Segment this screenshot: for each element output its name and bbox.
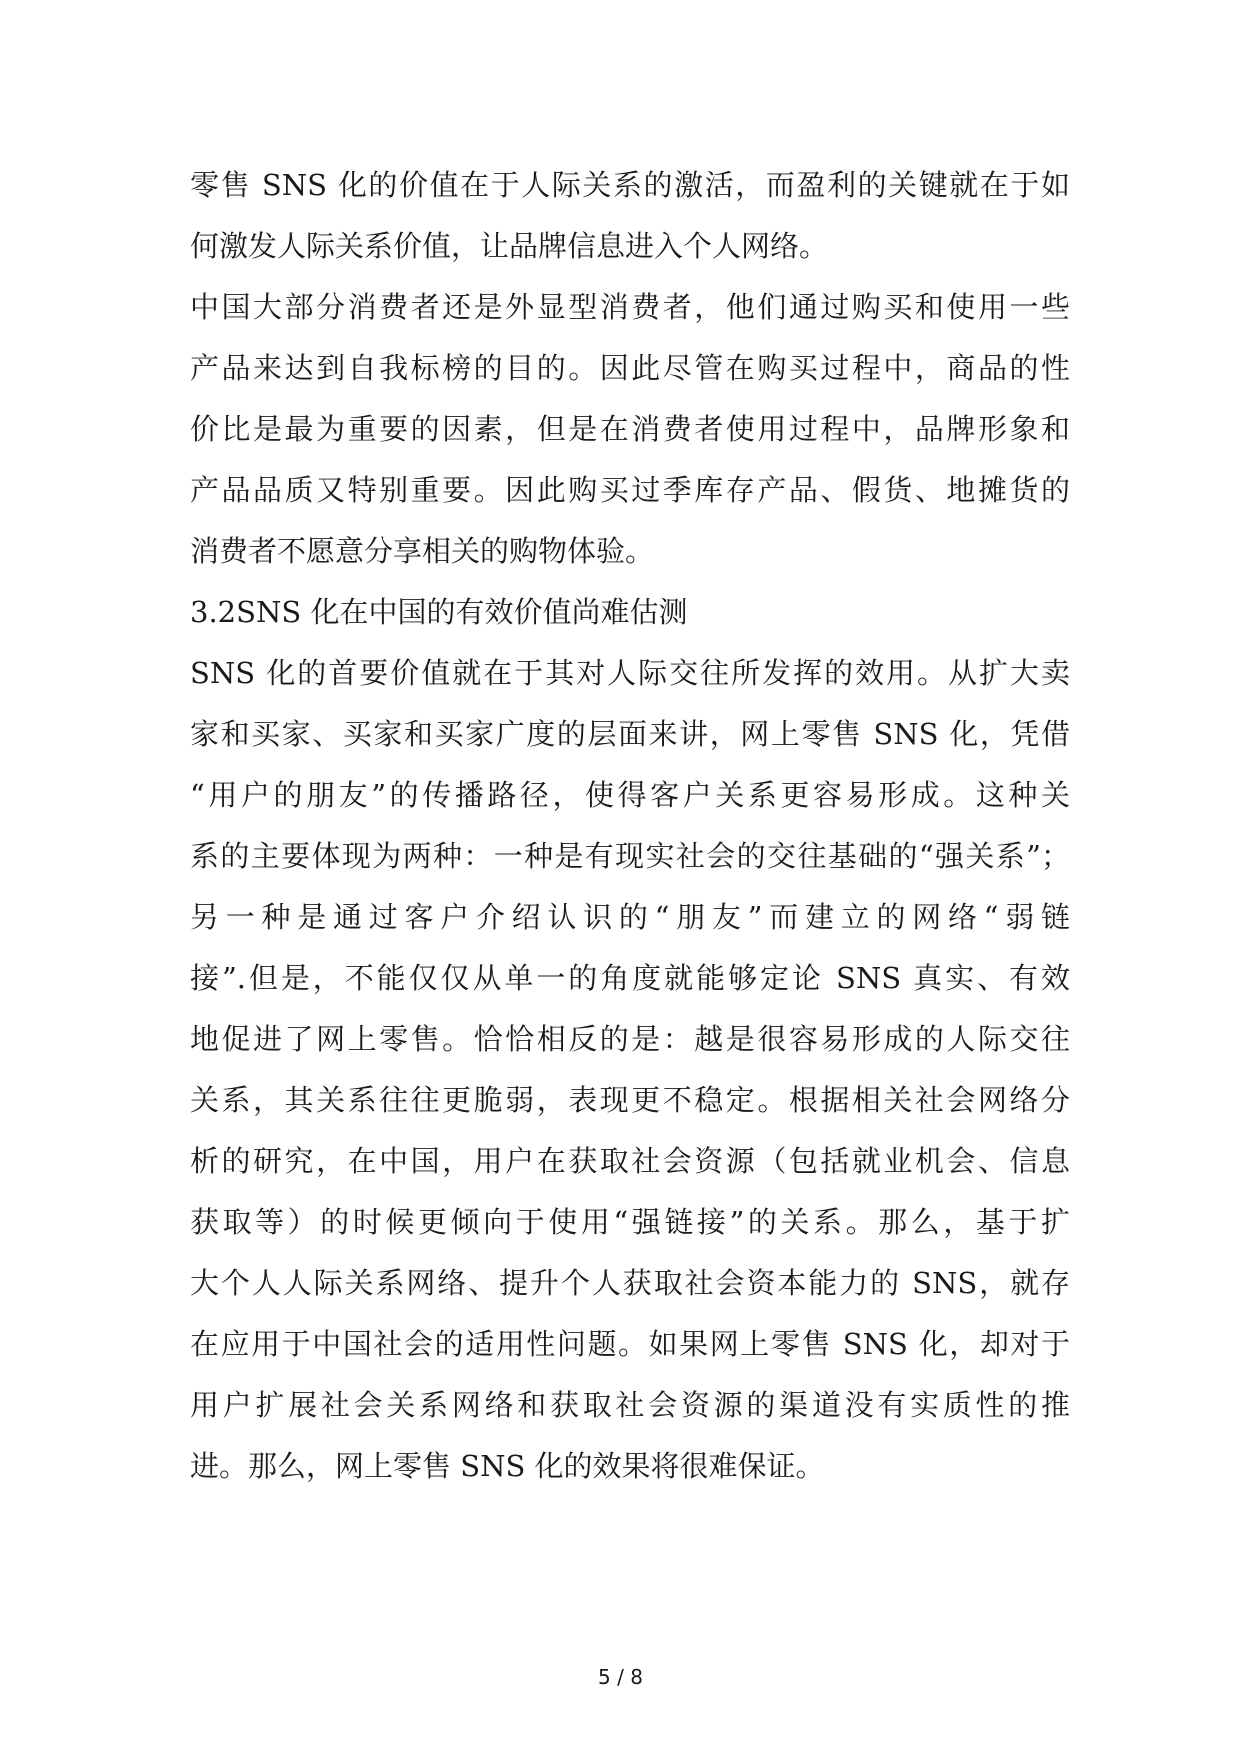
body-text-line: 家和买家、买家和买家广度的层面来讲，网上零售 SNS 化，凭借 <box>190 717 1070 751</box>
body-text-line: 中国大部分消费者还是外显型消费者，他们通过购买和使用一些 <box>190 290 1070 324</box>
body-text-line: 产品品质又特别重要。因此购买过季库存产品、假货、地摊货的 <box>190 473 1070 507</box>
body-text-line: 何激发人际关系价值，让品牌信息进入个人网络。 <box>190 229 829 263</box>
body-text-line: 获取等）的时候更倾向于使用“强链接”的关系。那么，基于扩 <box>190 1205 1070 1239</box>
body-text-line: 关系，其关系往往更脆弱，表现更不稳定。根据相关社会网络分 <box>190 1083 1070 1117</box>
body-text-line: 产品来达到自我标榜的目的。因此尽管在购买过程中，商品的性 <box>190 351 1070 385</box>
body-text-line: SNS 化的首要价值就在于其对人际交往所发挥的效用。从扩大卖 <box>190 656 1070 690</box>
page-number: 5 / 8 <box>598 1665 643 1689</box>
body-text-line: 析的研究，在中国，用户在获取社会资源（包括就业机会、信息 <box>190 1144 1070 1178</box>
body-text-line: 价比是最为重要的因素，但是在消费者使用过程中，品牌形象和 <box>190 412 1070 446</box>
body-text-line: 消费者不愿意分享相关的购物体验。 <box>190 534 655 568</box>
body-text-line: 接”.但是，不能仅仅从单一的角度就能够定论 SNS 真实、有效 <box>190 961 1070 995</box>
section-heading: 3.2SNS 化在中国的有效价值尚难估测 <box>190 595 688 629</box>
body-text-line: 系的主要体现为两种：一种是有现实社会的交往基础的“强关系”； <box>190 839 1070 873</box>
body-text-line: “用户的朋友”的传播路径，使得客户关系更容易形成。这种关 <box>190 778 1070 812</box>
body-text-line: 另一种是通过客户介绍认识的“朋友”而建立的网络“弱链 <box>190 900 1070 934</box>
body-text-line: 进。那么，网上零售 SNS 化的效果将很难保证。 <box>190 1449 825 1483</box>
body-text-line: 用户扩展社会关系网络和获取社会资源的渠道没有实质性的推 <box>190 1388 1070 1422</box>
body-text-line: 在应用于中国社会的适用性问题。如果网上零售 SNS 化，却对于 <box>190 1327 1070 1361</box>
body-text-line: 大个人人际关系网络、提升个人获取社会资本能力的 SNS，就存 <box>190 1266 1070 1300</box>
body-text-line: 地促进了网上零售。恰恰相反的是：越是很容易形成的人际交往 <box>190 1022 1070 1056</box>
body-text-line: 零售 SNS 化的价值在于人际关系的激活，而盈利的关键就在于如 <box>190 168 1070 202</box>
